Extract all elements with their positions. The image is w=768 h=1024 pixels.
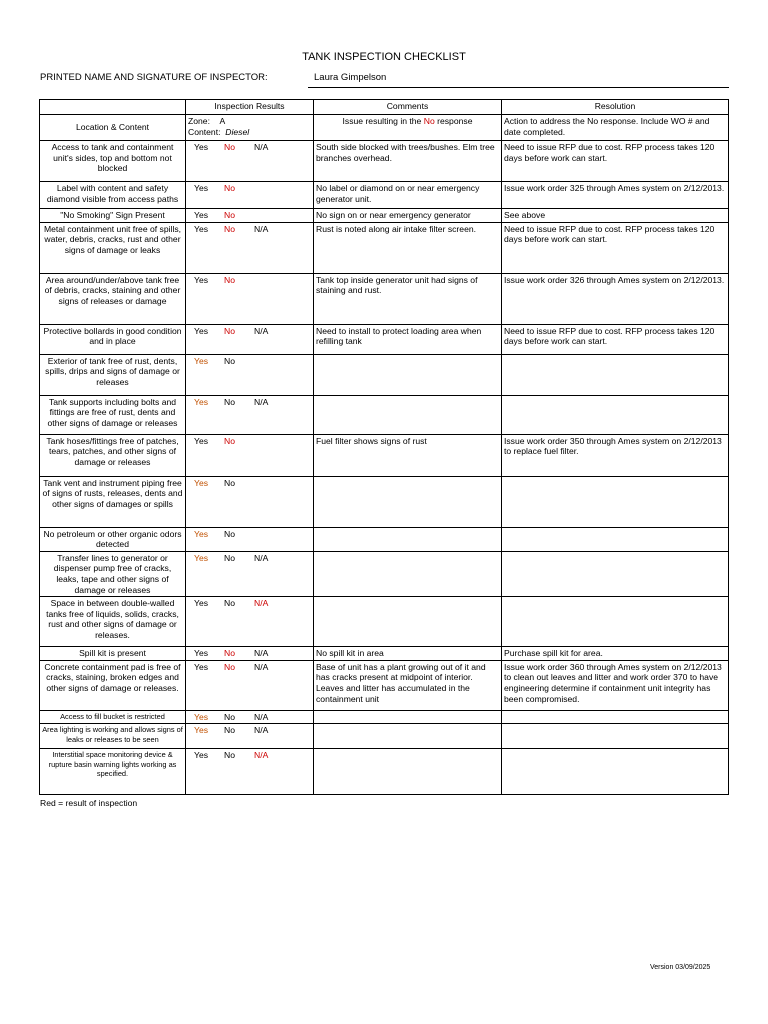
resolution-cell: Issue work order 325 through Ames system on 2/12/2013.: [502, 182, 729, 209]
table-row: [40, 141, 729, 182]
location-cell: Concrete containment pad is free of cracks, staining, broken edges and other signs of damage or releases.: [40, 660, 186, 710]
location-cell: Access to tank and containment unit's sides, top and bottom not blocked: [40, 141, 186, 182]
resolution-cell: Need to issue RFP due to cost. RFP process takes 120 days before work can start.: [502, 222, 729, 273]
table-row: [40, 551, 729, 596]
comment-cell: No spill kit in area: [314, 647, 502, 661]
resolution-cell: Need to issue RFP due to cost. RFP process takes 120 days before work can start.: [502, 324, 729, 354]
comment-cell: Base of unit has a plant growing out of it and has cracks present at midpoint of interior. Leaves and litter has accumulated in the containment unit: [314, 660, 502, 710]
table-row: [40, 209, 729, 223]
resolution-cell: [502, 476, 729, 527]
inspection-result-cell: [186, 647, 314, 661]
inspector-name: Laura Gimpelson: [314, 72, 387, 83]
na-option: N/A: [254, 396, 269, 407]
content-label: Content:: [188, 126, 221, 137]
inspection-result-cell: [186, 273, 314, 324]
inspection-result-cell: [186, 434, 314, 476]
yes-option: Yes: [194, 210, 209, 220]
comments-subheader: [314, 115, 502, 141]
no-option: No: [224, 210, 235, 220]
yes-option: Yes: [194, 598, 209, 609]
table-row: [40, 354, 729, 395]
inspection-result-cell: [186, 527, 314, 551]
comment-cell: [314, 476, 502, 527]
inspection-result-cell: [186, 597, 314, 647]
subheader-row: [40, 115, 729, 141]
table-row: [40, 597, 729, 647]
inspection-result-cell: [186, 395, 314, 434]
location-cell: Tank vent and instrument piping free of signs of rusts, releases, dents and other signs of damages or spills: [40, 476, 186, 527]
yes-option: Yes: [194, 274, 209, 285]
table-row: [40, 273, 729, 324]
location-header-blank: [40, 100, 186, 115]
resolution-cell: Issue work order 350 through Ames system on 2/12/2013 to replace fuel filter.: [502, 434, 729, 476]
header-row: [40, 100, 729, 115]
table-row: [40, 710, 729, 724]
no-option: No: [224, 183, 235, 193]
location-cell: Transfer lines to generator or dispenser pump free of cracks, leaks, tape and other signs of damage or releases: [40, 551, 186, 596]
resolution-cell: [502, 597, 729, 647]
resolution-cell: Purchase spill kit for area.: [502, 647, 729, 661]
comments-sub-pre: Issue resulting in the: [342, 116, 424, 126]
no-option: No: [224, 750, 235, 761]
resolution-cell: Need to issue RFP due to cost. RFP process takes 120 days before work can start.: [502, 141, 729, 182]
inspection-result-cell: [186, 710, 314, 724]
table-row: [40, 660, 729, 710]
no-option: No: [224, 661, 235, 672]
resolution-cell: [502, 354, 729, 395]
version-label: Version 03/09/2025: [650, 964, 711, 971]
na-option: N/A: [254, 598, 269, 609]
yes-option: Yes: [194, 711, 209, 722]
resolution-cell: [502, 551, 729, 596]
na-option: N/A: [254, 223, 269, 234]
legend-note: Red = result of inspection: [40, 798, 138, 808]
resolution-cell: Issue work order 360 through Ames system on 2/12/2013 to clean out leaves and litter and work order 370 to have engineering determine if containment unit integrity has been compromised.: [502, 660, 729, 710]
location-cell: "No Smoking" Sign Present: [40, 209, 186, 223]
comments-sub-post: response: [434, 116, 473, 126]
table-row: [40, 324, 729, 354]
resolution-subheader: Action to address the No response. Include WO # and date completed.: [502, 115, 729, 141]
location-cell: Tank hoses/fittings free of patches, tears, patches, and other signs of damage or releases: [40, 434, 186, 476]
content-value: Diesel: [225, 126, 250, 137]
comment-cell: No label or diamond on or near emergency generator unit.: [314, 182, 502, 209]
comment-cell: [314, 749, 502, 795]
resolution-cell: [502, 749, 729, 795]
yes-option: Yes: [194, 355, 209, 366]
no-option: No: [224, 725, 235, 736]
location-cell: Area lighting is working and allows signs of leaks or releases to be seen: [40, 724, 186, 749]
location-cell: Tank supports including bolts and fittings are free of rust, dents and other signs of damage or releases: [40, 395, 186, 434]
signature-line: [308, 87, 729, 88]
na-option: N/A: [254, 552, 269, 563]
resolution-cell: [502, 527, 729, 551]
zone-label: Zone:: [188, 116, 210, 126]
page-title: TANK INSPECTION CHECKLIST: [302, 51, 466, 63]
inspector-label: PRINTED NAME AND SIGNATURE OF INSPECTOR:: [40, 72, 268, 83]
comment-cell: [314, 724, 502, 749]
resolution-cell: [502, 395, 729, 434]
yes-option: Yes: [194, 552, 209, 563]
checklist-table: [39, 99, 729, 795]
comment-cell: Fuel filter shows signs of rust: [314, 434, 502, 476]
no-option: No: [224, 711, 235, 722]
table-row: [40, 527, 729, 551]
zone-content-cell: [186, 115, 314, 141]
table-row: [40, 476, 729, 527]
inspection-result-cell: [186, 209, 314, 223]
table-row: [40, 724, 729, 749]
zone-value: A: [219, 116, 226, 126]
yes-option: Yes: [194, 325, 209, 336]
no-option: No: [224, 648, 235, 659]
na-option: N/A: [254, 725, 269, 736]
comment-cell: Tank top inside generator unit had signs of staining and rust.: [314, 273, 502, 324]
yes-option: Yes: [194, 477, 209, 488]
no-option: No: [224, 223, 235, 234]
table-row: [40, 182, 729, 209]
no-option: No: [224, 274, 235, 285]
table-row: [40, 222, 729, 273]
no-option: No: [224, 528, 235, 539]
no-option: No: [224, 325, 235, 336]
table-row: [40, 647, 729, 661]
inspection-result-cell: [186, 660, 314, 710]
table-row: [40, 395, 729, 434]
inspection-result-cell: [186, 222, 314, 273]
inspection-result-cell: [186, 749, 314, 795]
comment-cell: No sign on or near emergency generator: [314, 209, 502, 223]
comment-cell: Rust is noted along air intake filter screen.: [314, 222, 502, 273]
inspection-result-cell: [186, 141, 314, 182]
no-option: No: [224, 396, 235, 407]
resolution-cell: See above: [502, 209, 729, 223]
yes-option: Yes: [194, 725, 209, 736]
na-option: N/A: [254, 648, 269, 659]
yes-option: Yes: [194, 750, 209, 761]
location-cell: Area around/under/above tank free of debris, cracks, staining and other signs of releases or damage: [40, 273, 186, 324]
comment-cell: [314, 527, 502, 551]
location-cell: Space in between double-walled tanks free of liquids, solids, cracks, rust and other signs of damage or releases.: [40, 597, 186, 647]
yes-option: Yes: [194, 648, 209, 659]
inspection-result-cell: [186, 724, 314, 749]
no-option: No: [224, 598, 235, 609]
inspection-result-cell: [186, 324, 314, 354]
na-option: N/A: [254, 325, 269, 336]
yes-option: Yes: [194, 183, 209, 193]
yes-option: Yes: [194, 435, 209, 446]
no-option: No: [224, 435, 235, 446]
na-option: N/A: [254, 142, 269, 152]
no-option: No: [224, 355, 235, 366]
yes-option: Yes: [194, 396, 209, 407]
no-option: No: [224, 477, 235, 488]
yes-option: Yes: [194, 661, 209, 672]
yes-option: Yes: [194, 142, 209, 152]
na-option: N/A: [254, 661, 269, 672]
location-content-header: Location & Content: [40, 115, 186, 141]
table-row: [40, 434, 729, 476]
resolution-cell: [502, 724, 729, 749]
comment-cell: [314, 354, 502, 395]
comments-sub-no: No: [423, 116, 435, 126]
location-cell: Spill kit is present: [40, 647, 186, 661]
comment-cell: [314, 710, 502, 724]
inspection-result-cell: [186, 354, 314, 395]
location-cell: Access to fill bucket is restricted: [40, 710, 186, 724]
comment-cell: South side blocked with trees/bushes. Elm tree branches overhead.: [314, 141, 502, 182]
no-option: No: [224, 552, 235, 563]
comment-cell: [314, 551, 502, 596]
comment-cell: [314, 597, 502, 647]
resolution-cell: [502, 710, 729, 724]
resolution-cell: Issue work order 326 through Ames system on 2/12/2013.: [502, 273, 729, 324]
location-cell: Exterior of tank free of rust, dents, spills, drips and signs of damage or releases: [40, 354, 186, 395]
inspection-result-cell: [186, 551, 314, 596]
resolution-header: Resolution: [502, 100, 729, 115]
comments-header: Comments: [314, 100, 502, 115]
location-cell: Protective bollards in good condition and in place: [40, 324, 186, 354]
location-cell: No petroleum or other organic odors detected: [40, 527, 186, 551]
na-option: N/A: [254, 711, 269, 722]
location-cell: Metal containment unit free of spills, water, debris, cracks, rust and other signs of damage or leaks: [40, 222, 186, 273]
comment-cell: [314, 395, 502, 434]
na-option: N/A: [254, 750, 269, 761]
inspection-result-cell: [186, 182, 314, 209]
location-cell: Interstitial space monitoring device & rupture basin warning lights working as specified.: [40, 749, 186, 795]
inspection-result-cell: [186, 476, 314, 527]
yes-option: Yes: [194, 528, 209, 539]
location-cell: Label with content and safety diamond visible from access paths: [40, 182, 186, 209]
yes-option: Yes: [194, 223, 209, 234]
comment-cell: Need to install to protect loading area when refilling tank: [314, 324, 502, 354]
table-row: [40, 749, 729, 795]
no-option: No: [224, 142, 235, 152]
inspection-results-header: Inspection Results: [186, 100, 314, 115]
